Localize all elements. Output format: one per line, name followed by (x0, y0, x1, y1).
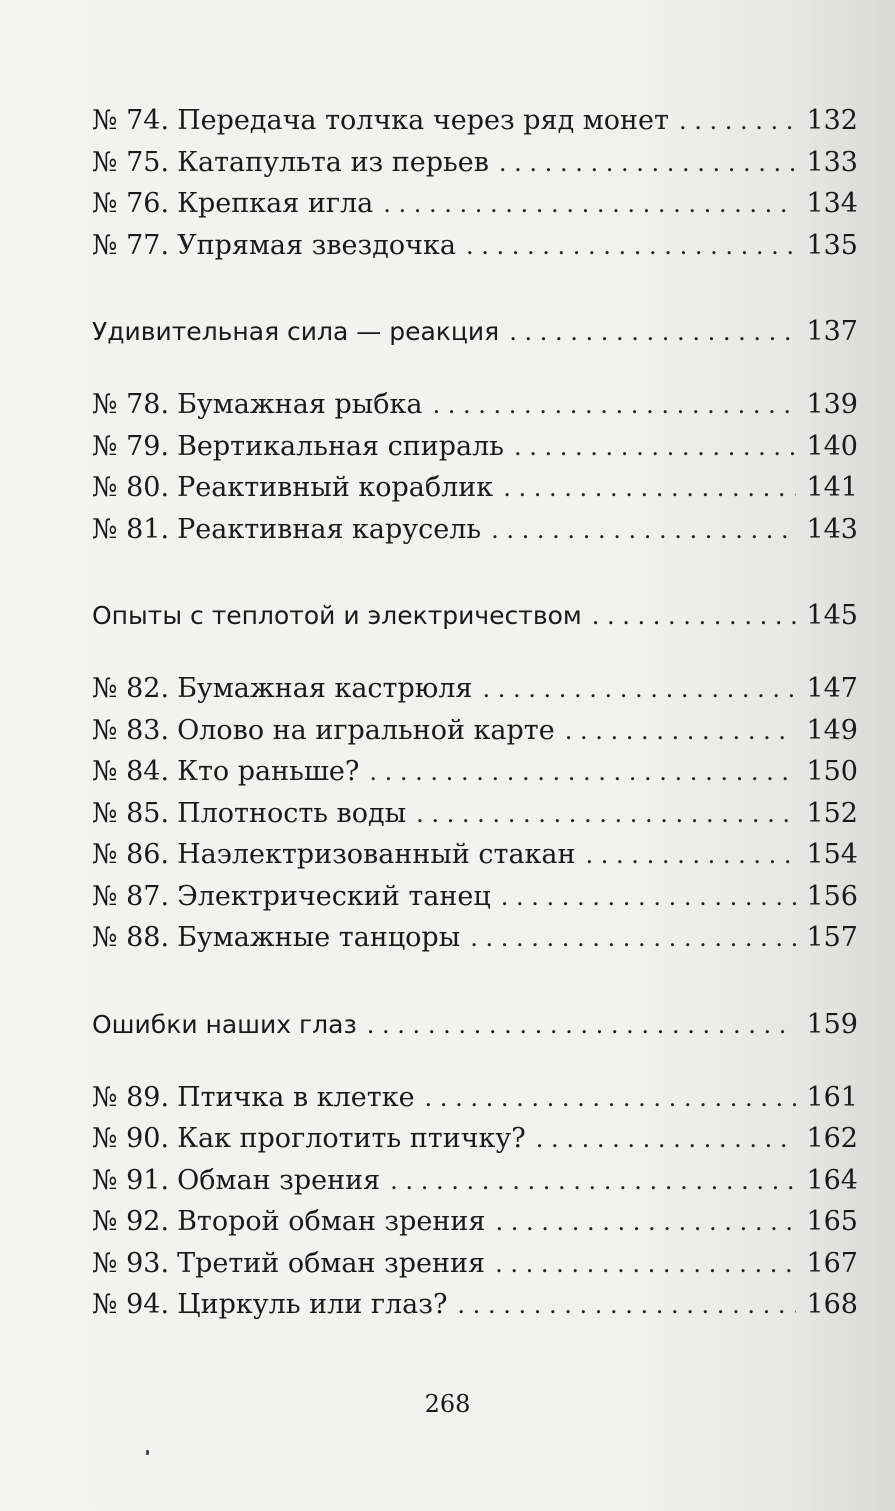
toc-group-3 (92, 668, 858, 959)
entry-page: 147 (806, 673, 858, 704)
entry-number: № 91. (92, 1164, 170, 1196)
toc-entry (92, 668, 858, 710)
section-heading (92, 310, 858, 354)
dot-leader (679, 101, 796, 143)
entry-number: № 94. (92, 1289, 170, 1320)
toc-entry (92, 751, 858, 793)
print-speck (146, 1450, 149, 1455)
dot-leader (503, 468, 796, 510)
toc-entry (92, 917, 858, 959)
entry-title: Вертикальная спираль (177, 430, 504, 462)
entry-page: 164 (806, 1164, 858, 1196)
entry-title: Бумажная рыбка (177, 389, 423, 420)
entry-number: № 77. (92, 229, 170, 261)
entry-title: Наэлектризованный стакан (177, 839, 576, 870)
entry-title: Олово на игральной карте (177, 714, 555, 746)
entry-number: № 80. (92, 472, 170, 503)
section-title: Удивительная сила — реакция (92, 317, 500, 346)
entry-page: 133 (806, 146, 858, 178)
section-heading (92, 1003, 858, 1047)
section-page: 137 (806, 316, 858, 347)
dot-leader (509, 310, 796, 354)
toc-group-1 (92, 100, 858, 266)
entry-number: № 82. (92, 673, 170, 704)
entry-number: № 78. (92, 389, 170, 420)
section-title: Опыты с теплотой и электричеством (92, 601, 582, 630)
entry-number: № 90. (92, 1123, 170, 1154)
toc-group-2 (92, 384, 858, 550)
entry-title: Третий обман зрения (177, 1247, 486, 1279)
dot-leader (482, 669, 796, 711)
entry-number: № 74. (92, 105, 170, 136)
dot-leader (470, 918, 796, 960)
dot-leader (499, 143, 797, 185)
toc-entry (92, 834, 858, 876)
dot-leader (369, 752, 796, 794)
entry-title: Реактивный кораблик (177, 472, 494, 503)
toc-entry (92, 1118, 858, 1160)
dot-leader (536, 1119, 797, 1161)
entry-number: № 75. (92, 146, 170, 178)
toc-entry (92, 426, 858, 468)
entry-number: № 79. (92, 430, 170, 462)
entry-page: 152 (806, 797, 858, 829)
entry-title: Бумажные танцоры (177, 922, 461, 953)
dot-leader (495, 1202, 796, 1244)
toc-entry (92, 876, 858, 918)
entry-page: 162 (806, 1123, 858, 1154)
entry-page: 143 (806, 513, 858, 545)
entry-page: 167 (806, 1247, 858, 1279)
dot-leader (432, 385, 796, 427)
section-page: 159 (806, 1008, 858, 1040)
toc-entry (92, 1243, 858, 1285)
dot-leader (491, 510, 796, 552)
entry-page: 140 (806, 430, 858, 462)
dot-leader (457, 1285, 796, 1327)
toc-group-4 (92, 1077, 858, 1326)
entry-page: 157 (806, 922, 858, 953)
entry-page: 139 (806, 389, 858, 420)
entry-title: Реактивная карусель (177, 513, 482, 545)
dot-leader (390, 1161, 796, 1203)
entry-title: Упрямая звездочка (177, 229, 456, 261)
entry-page: 135 (806, 229, 858, 261)
entry-page: 168 (806, 1289, 858, 1320)
entry-page: 165 (806, 1206, 858, 1237)
entry-title: Второй обман зрения (177, 1206, 486, 1237)
entry-number: № 93. (92, 1247, 170, 1279)
entry-page: 141 (806, 472, 858, 503)
entry-page: 154 (806, 839, 858, 870)
entry-title: Циркуль или глаз? (177, 1289, 448, 1320)
entry-title: Крепкая игла (177, 188, 374, 219)
entry-title: Птичка в клетке (177, 1081, 415, 1113)
dot-leader (501, 877, 797, 919)
toc-entry (92, 183, 858, 225)
toc-entry (92, 1284, 858, 1326)
entry-number: № 87. (92, 880, 170, 912)
entry-title: Электрический танец (177, 880, 491, 912)
entry-title: Катапульта из перьев (177, 146, 489, 178)
dot-leader (495, 1244, 796, 1286)
entry-number: № 84. (92, 756, 170, 787)
entry-number: № 92. (92, 1206, 170, 1237)
dot-leader (514, 427, 796, 469)
toc-entry (92, 384, 858, 426)
dot-leader (565, 711, 797, 753)
toc-entry (92, 100, 858, 142)
entry-page: 161 (806, 1081, 858, 1113)
entry-page: 149 (806, 714, 858, 746)
toc-entry (92, 1201, 858, 1243)
entry-title: Плотность воды (177, 797, 407, 829)
toc-entry (92, 509, 858, 551)
section-heading (92, 594, 858, 638)
toc-entry (92, 1160, 858, 1202)
dot-leader (416, 794, 796, 836)
toc-entry (92, 467, 858, 509)
toc-entry (92, 793, 858, 835)
section-title: Ошибки наших глаз (92, 1009, 357, 1039)
entry-number: № 88. (92, 922, 170, 953)
page-number: 268 (424, 1390, 471, 1418)
entry-number: № 89. (92, 1081, 170, 1113)
entry-number: № 86. (92, 839, 170, 870)
dot-leader (466, 226, 797, 268)
toc-entry (92, 1077, 858, 1119)
toc-entry (92, 225, 858, 267)
entry-number: № 85. (92, 797, 170, 829)
toc-entry (92, 142, 858, 184)
section-page: 145 (806, 600, 858, 631)
dot-leader (383, 184, 796, 226)
table-of-contents (92, 100, 858, 1326)
dot-leader (425, 1078, 797, 1120)
entry-page: 150 (806, 756, 858, 787)
entry-page: 132 (806, 105, 858, 136)
entry-number: № 83. (92, 714, 170, 746)
dot-leader (592, 594, 797, 638)
entry-page: 156 (806, 880, 858, 912)
entry-page: 134 (806, 188, 858, 219)
entry-title: Как проглотить птичку? (177, 1123, 526, 1154)
entry-number: № 81. (92, 513, 170, 545)
dot-leader (367, 1003, 797, 1047)
entry-title: Обман зрения (177, 1164, 381, 1196)
toc-entry (92, 710, 858, 752)
entry-title: Бумажная кастрюля (177, 673, 473, 704)
entry-title: Передача толчка через ряд монет (177, 105, 669, 136)
entry-number: № 76. (92, 188, 170, 219)
entry-title: Кто раньше? (177, 756, 360, 787)
dot-leader (586, 835, 797, 877)
